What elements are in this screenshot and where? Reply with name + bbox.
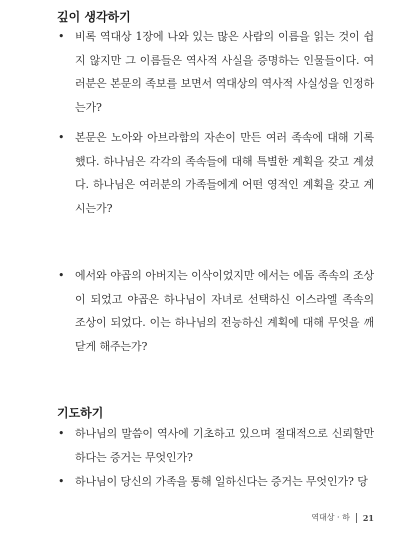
reflection-item-3 — [58, 264, 374, 358]
bullet-dot: • — [58, 475, 65, 488]
bullet-dot: • — [58, 131, 65, 144]
footer-divider — [356, 513, 357, 523]
bullet-dot: • — [58, 30, 65, 43]
reflection-item-text: 비록 역대상 1장에 나와 있는 많은 사람의 이름을 읽는 것이 쉽지 않지만 그 이름들은 역사적 사실을 증명하는 인물들이다. 여러분은 본문의 족보를 보면서 역대상의 역사적 사실성을 인정하는가? — [75, 30, 374, 114]
bullet-dot: • — [58, 269, 65, 282]
reflection-heading: 깊이 생각하기 — [57, 10, 131, 24]
reflection-item-text: 에서와 야곱의 아버지는 이삭이었지만 에서는 에돔 족속의 조상이 되었고 야곱은 하나님이 자녀로 선택하신 이스라엘 족속의 조상이 되었다. 이는 하나님의 전능하신 계획에 대해 무엇을 깨닫게 해주는가? — [75, 269, 374, 353]
page-footer — [311, 512, 374, 523]
reflection-item-2 — [58, 126, 374, 220]
prayer-item-2 — [58, 470, 374, 494]
prayer-item-1 — [58, 422, 374, 469]
reflection-item-1 — [58, 25, 374, 119]
prayer-heading: 기도하기 — [57, 406, 104, 420]
footer-book-title: 역대상 · 하 — [311, 513, 350, 522]
reflection-item-text: 본문은 노아와 아브라함의 자손이 만든 여러 족속에 대해 기록했다. 하나님은 각각의 족속들에 대해 특별한 계획을 갖고 계셨다. 하나님은 여러분의 가족들에게 어떤 영적인 계획을 갖고 계시는가? — [75, 131, 374, 215]
prayer-item-text: 하나님이 당신의 가족을 통해 일하신다는 증거는 무엇인가? 당 — [75, 475, 368, 488]
page-number: 21 — [362, 512, 374, 523]
prayer-item-text: 하나님의 말씀이 역사에 기초하고 있으며 절대적으로 신뢰할만하다는 증거는 무엇인가? — [75, 427, 374, 464]
bullet-dot: • — [58, 427, 65, 440]
